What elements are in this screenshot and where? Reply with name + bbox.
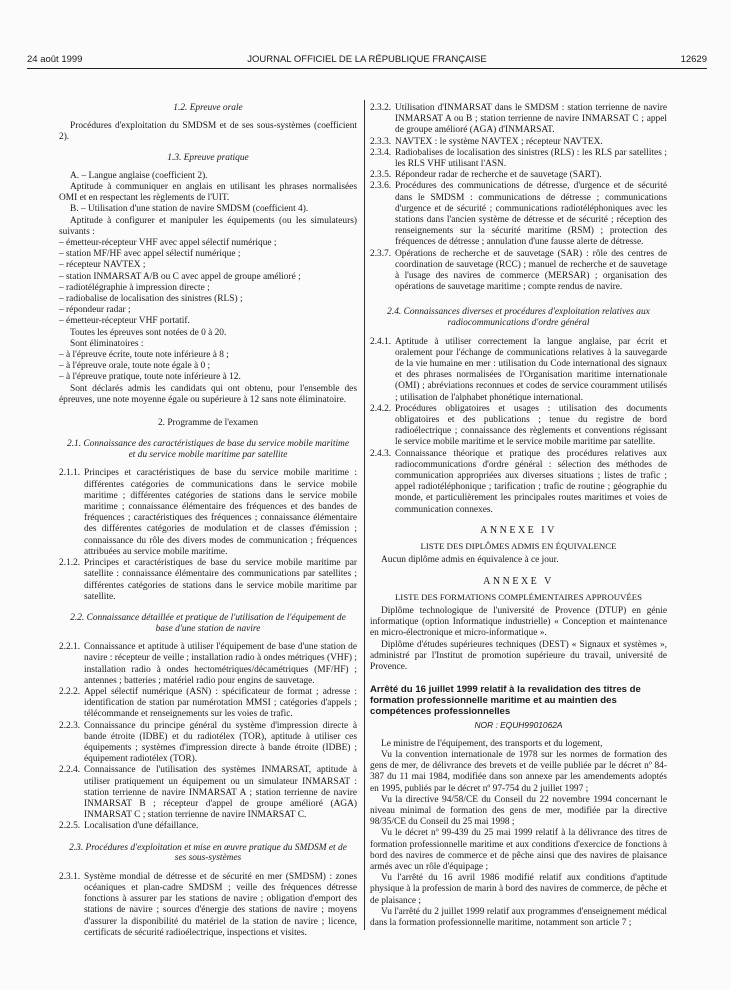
item-number: 2.4.2.: [370, 403, 392, 414]
section-1-3-a-text: Aptitude à communiquer en anglais en utilisant les phrases normalisées OMI et en respectant les règlements de l'UIT.: [59, 182, 357, 204]
item-number: 2.2.5.: [59, 821, 81, 832]
annexe-5-paragraph: Diplôme technologique de l'université de Provence (DTUP) en génie informatique (option Informatique industrielle) « Conception et maintenance en micro-électronique et micro-informatique ».: [370, 605, 667, 639]
numbered-item: [59, 468, 357, 558]
header-date: 24 août 1999: [27, 54, 83, 65]
numbered-item: [370, 148, 667, 170]
numbered-item: [59, 687, 357, 721]
numbered-item: [370, 170, 667, 181]
numbered-item: [370, 449, 667, 516]
section-2-3-title: 2.3. Procédures d'exploitation et mise en œuvre pratique du SMDSM et de ses sous-systèmes: [69, 842, 347, 864]
annexe-4-heading: ANNEXE IV: [480, 524, 557, 536]
numbered-item: [370, 181, 667, 248]
item-number: 2.1.2.: [59, 558, 81, 569]
item-text: Connaissance de l'utilisation des systèmes INMARSAT, aptitude à utiliser pratiquement un équipement ou un simulateur INMARSAT : station terrienne de navire INMARSAT A ; station terrienne de navire INMARSAT B ; récepteur d'appel de groupe amélioré (AGA) INMARSAT C ; station terrienne de navire INMARSAT C.: [84, 765, 357, 821]
list-item: – émetteur-récepteur VHF avec appel sélectif numérique ;: [59, 238, 277, 249]
annexe-4-text: Aucun diplôme admis en équivalence à ce jour.: [381, 555, 559, 566]
numbered-item: [370, 137, 667, 148]
list-item: – radiobalise de localisation des sinistres (RLS) ;: [59, 294, 243, 305]
numbered-item: [370, 404, 667, 449]
list-item: – récepteur NAVTEX ;: [59, 260, 146, 271]
header-journal-title: JOURNAL OFFICIEL DE LA RÉPUBLIQUE FRANÇAISE: [247, 54, 487, 65]
annexe-5-paragraph: Diplôme d'études supérieures techniques (DEST) « Signaux et systèmes », administré par l'Institut de promotion supérieure du travail, université de Provence.: [370, 639, 667, 672]
arrete-paragraph: Vu la directive 94/58/CE du Conseil du 22 novembre 1994 concernant le niveau minimal de formation des gens de mer, modifiée par la directive 98/35/CE du Conseil du 25 mai 1998 ;: [370, 794, 667, 828]
admission-text: Sont déclarés admis les candidats qui ont obtenu, pour l'ensemble des épreuves, une note moyenne égale ou supérieure à 12 sans note éliminatoire.: [59, 383, 357, 405]
list-item: – station MF/HF avec appel sélectif numérique ;: [59, 249, 241, 260]
list-item: – émetteur-récepteur VHF portatif.: [59, 316, 190, 327]
list-item: – à l'épreuve écrite, toute note inférieure à 8 ;: [59, 350, 229, 361]
left-column: [59, 103, 357, 939]
arrete-paragraph: Le ministre de l'équipement, des transports et du logement,: [381, 738, 603, 749]
item-number: 2.3.6.: [370, 181, 392, 192]
numbered-item: [370, 249, 667, 294]
item-number: 2.2.3.: [59, 720, 81, 731]
section-1-3-b-text: Aptitude à configurer et manipuler les équipements (ou les simulateurs) suivants :: [59, 215, 357, 237]
item-number: 2.3.4.: [370, 147, 392, 158]
numbered-item: [59, 765, 357, 821]
item-number: 2.3.3.: [370, 136, 392, 147]
item-text: Utilisation d'INMARSAT dans le SMDSM : station terrienne de navire INMARSAT A ou B ; station terrienne de navire INMARSAT C ; appel de groupe amélioré (AGA) d'INMARSAT.: [395, 103, 667, 136]
header-page-number: 12629: [680, 54, 707, 65]
annexe-4-title: LISTE DES DIPLÔMES ADMIS EN ÉQUIVALENCE: [420, 541, 617, 552]
section-1-2-title: 1.2. Epreuve orale: [173, 103, 243, 113]
column-divider: [364, 100, 365, 930]
item-text: Principes et caractéristiques de base du service mobile maritime par satellite : connaissance élémentaire des communications par satellites ; différentes catégories de stations dans le service mobile maritime par satellite.: [84, 558, 357, 602]
equipment-list: [59, 238, 357, 328]
item-number: 2.3.5.: [370, 170, 392, 181]
numbered-item: [370, 103, 667, 137]
annexe-5-heading: ANNEXE V: [483, 575, 554, 587]
arrete-paragraph: Vu le décret nº 99-439 du 25 mai 1999 relatif à la délivrance des titres de formation professionnelle maritime et aux conditions d'exercice de fonctions à bord des navires de commerce et de pêche ainsi que des navires de plaisance armés avec un rôle d'équipage ;: [370, 828, 667, 872]
section-1-3-b: B. – Utilisation d'une station de navire SMDSM (coefficient 4).: [70, 204, 309, 215]
item-number: 2.3.1.: [59, 871, 81, 882]
item-text: Connaissance et aptitude à utiliser l'équipement de base d'une station de navire : récepteur de veille ; installation radio à ondes métriques (VHF) ; installation radio à ondes hectométriques/décamétriques (MF/HF) ; antennes ; batteries ; matériel radio pour engins de sauvetage.: [84, 642, 357, 686]
right-column: [370, 103, 667, 929]
numbered-item: [59, 721, 357, 766]
list-item: – à l'épreuve orale, toute note égale à 0 ;: [59, 361, 211, 372]
item-text: Localisation d'une défaillance.: [84, 821, 199, 832]
numbered-item: [59, 872, 357, 939]
numbered-item: [59, 821, 357, 832]
section-2-1-title: 2.1. Connaissance des caractéristiques de base du service mobile maritime et du service mobile maritime par satellite: [67, 439, 349, 460]
section-2-title: 2. Programme de l'examen: [157, 418, 259, 429]
arrete-paragraph: Vu l'arrêté du 16 avril 1986 modifié relatif aux conditions d'aptitude physique à la profession de marin à bord des navires de commerce, de pêche et de plaisance ;: [370, 873, 667, 906]
item-text: Répondeur radar de recherche et de sauvetage (SART).: [395, 170, 602, 181]
list-item: – à l'épreuve pratique, toute note inférieure à 12.: [59, 372, 241, 383]
item-text: Procédures obligatoires et usages : utilisation des documents obligatoires et des publications ; tenue du registre de bord radioélectrique ; connaissance des règlements et conventions régissant le service mobile maritime et le service mobile maritime par satellite.: [395, 403, 667, 448]
section-1-3-a: A. – Langue anglaise (coefficient 2).: [70, 170, 208, 181]
item-number: 2.2.2.: [59, 686, 81, 697]
item-text: Connaissance du principe général du système d'impression directe à bande étroite (IDBE) et du radiotélex (TOR), aptitude à utiliser ces équipements ; systèmes d'impression directe à bande étroite (IDBE) ; équipement radiotélex (TOR).: [84, 720, 357, 765]
item-text: Principes et caractéristiques de base du service mobile maritime : différentes catégories de communications dans le service mobile maritime ; différentes catégories de stations dans le service mobile maritime ; connaissance élémentaire des fréquences et des bandes de fréquences ; caractéristiques des fréquences ; connaissance élémentaire des différentes catégories de modulation et de classes d'émission ; connaissance du rôle des divers modes de communication ; fréquences attribuées au service mobile maritime.: [84, 468, 357, 557]
arrete-title: Arrêté du 16 juillet 1999 relatif à la revalidation des titres de formation professionnelle maritime et au maintien des compétences professionnelles: [370, 684, 641, 717]
elimination-title: Sont éliminatoires :: [70, 338, 144, 349]
section-2-2-title: 2.2. Connaissance détaillée et pratique de l'utilisation de l'équipement de base d'une station de navire: [70, 612, 346, 634]
item-text: Aptitude à utiliser correctement la langue anglaise, par écrit et oralement pour l'échange de communications relatives à la sauvegarde de la vie humaine en mer : utilisation du Code international des signaux et des phrases normalisées de l'Organisation maritime internationale (OMI) ; abréviations reconnues et codes de service couramment utilisés ; utilisation de l'alphabet phonétique international.: [395, 336, 667, 403]
item-text: NAVTEX : le système NAVTEX ; récepteur NAVTEX.: [395, 136, 603, 147]
item-number: 2.2.4.: [59, 765, 81, 776]
header-rule: [27, 68, 707, 69]
item-text: Opérations de recherche et de sauvetage (SAR) : rôle des centres de coordination de sauvetage (RCC) ; manuel de recherche et de sauvetage à l'usage des navires de commerce (MERSAR) ; organisation des opérations de sauvetage maritime ; compte rendus de navire.: [395, 248, 667, 293]
numbered-item: [370, 337, 667, 404]
section-1-2-text: Procédures d'exploitation du SMDSM et de ses sous-systèmes (coefficient 2).: [59, 121, 357, 143]
item-text: Appel sélectif numérique (ASN) : spécificateur de format ; adresse : identification de station par numérotation MMSI ; catégories d'appels ; télécommande et renseignements sur les voies de trafic.: [84, 686, 357, 720]
item-number: 2.3.2.: [370, 103, 392, 113]
section-2-4-title: 2.4. Connaissances diverses et procédures d'exploitation relatives aux radiocommunications d'ordre général: [387, 307, 650, 329]
item-number: 2.1.1.: [59, 468, 81, 479]
arrete-paragraph: Vu l'arrêté du 2 juillet 1999 relatif aux programmes d'enseignement médical dans la formation professionnelle maritime, notamment son article 7 ;: [370, 906, 667, 928]
numbered-item: [59, 642, 357, 687]
grading-note: Toutes les épreuves sont notées de 0 à 20.: [70, 327, 227, 338]
page-header: [27, 54, 707, 68]
list-item: – répondeur radar ;: [59, 305, 131, 316]
arrete-paragraph: Vu la convention internationale de 1978 sur les normes de formation des gens de mer, de délivrance des brevets et de veille publiée par le décret nº 84-387 du 11 mai 1984, modifiée dans son annexe par les amendements adoptés en 1995, publiés par le décret nº 97-754 du 2 juillet 1997 ;: [370, 749, 667, 794]
item-number: 2.2.1.: [59, 642, 81, 653]
numbered-item: [59, 558, 357, 603]
item-text: Procédures des communications de détresse, d'urgence et de sécurité dans le SMDSM : communications de détresse ; communications d'urgence et de sécurité ; communications radiotéléphoniques avec les stations dans l'ancien système de détresse et de sécurité ; réception des renseignements sur la sécurité maritime (RSM) ; protection des fréquences de détresse ; annulation d'une fausse alerte de détresse.: [395, 181, 667, 248]
item-number: 2.4.1.: [370, 336, 392, 347]
item-number: 2.4.3.: [370, 448, 392, 459]
item-text: Connaissance théorique et pratique des procédures relatives aux radiocommunications d'ordre général : sélection des méthodes de communication appropriées aux diverses situations ; listes de trafic ; appel radiotéléphonique ; tarification ; trafic de routine ; géographie du monde, et particulièrement les principales routes maritimes et voies de communication connexes.: [395, 448, 667, 515]
item-text: Système mondial de détresse et de sécurité en mer (SMDSM) : zones océaniques et plan-cadre SMDSM ; veille des fréquences détresse fonctions à assurer par les stations de navire ; obligation d'emport des stations de navire ; sources d'énergie des stations de navire ; moyens d'assurer la disponibilité du matériel de la station de navire ; licence, certificats de sécurité radioélectrique, inspections et visites.: [84, 871, 357, 938]
item-text: Radiobalises de localisation des sinistres (RLS) : les RLS par satellites ; les RLS VHF utilisant l'ASN.: [395, 147, 667, 170]
list-item: – station INMARSAT A/B ou C avec appel de groupe amélioré ;: [59, 271, 301, 282]
item-number: 2.3.7.: [370, 248, 392, 259]
nor-reference: NOR : EQUH9901062A: [474, 719, 563, 730]
section-1-3-title: 1.3. Epreuve pratique: [167, 152, 249, 163]
list-item: – radiotélégraphie à impression directe ;: [59, 282, 210, 293]
annexe-5-title: LISTE DES FORMATIONS COMPLÉMENTAIRES APPROUVÉES: [394, 591, 643, 602]
